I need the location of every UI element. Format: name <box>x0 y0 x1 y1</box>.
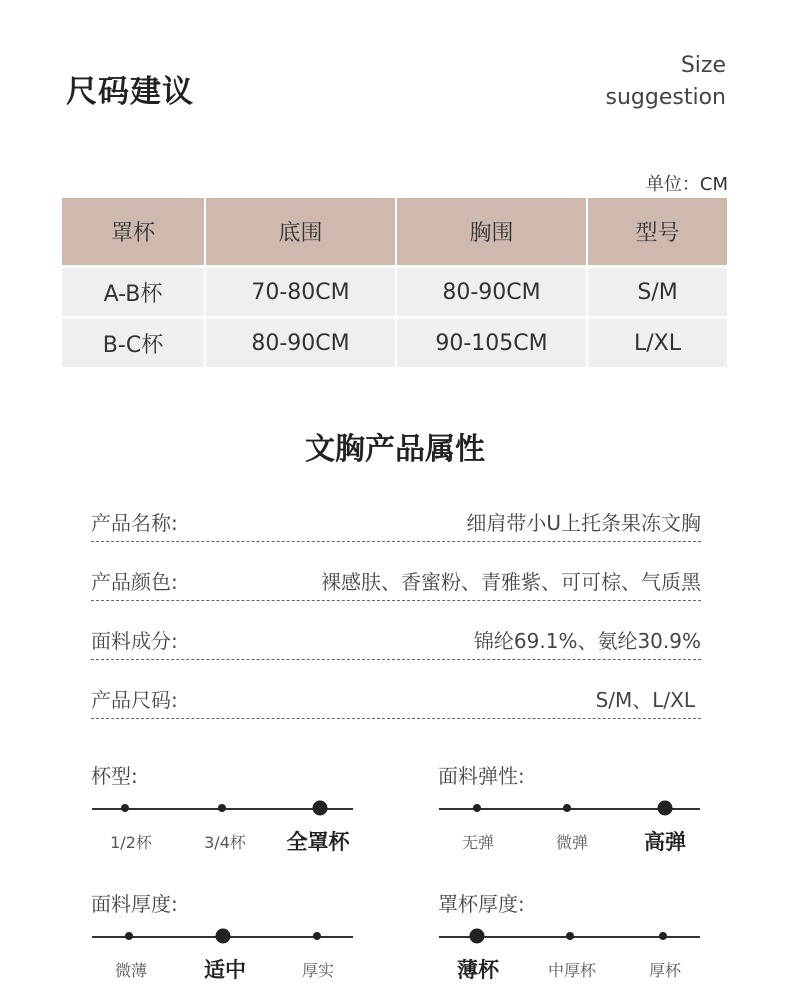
attr-label: 产品尺码: <box>91 688 178 712</box>
attr-value: 裸感肤、香蜜粉、青雅紫、可可棕、气质黑 <box>321 570 701 594</box>
table-cell: 90-105CM <box>396 318 587 368</box>
header-bust: 胸围 <box>396 198 587 267</box>
table-cell: A-B杯 <box>62 267 205 318</box>
thickness-label: 面料厚度: <box>91 892 178 916</box>
attr-value: 锦纶69.1%、氨纶30.9% <box>473 629 701 653</box>
attr-value: 细肩带小U上托条果冻文胸 <box>466 511 701 535</box>
page-title: 尺码建议 <box>66 74 194 110</box>
elasticity-dot-selected <box>658 801 673 816</box>
attr-value: S/M、L/XL <box>595 688 695 712</box>
cup-type-dot-selected <box>313 801 328 816</box>
thickness-option-selected: 适中 <box>204 958 246 982</box>
table-row <box>62 318 727 368</box>
table-cell: 80-90CM <box>205 318 396 368</box>
elasticity-dot-2 <box>563 804 571 812</box>
elasticity-option: 微弹 <box>555 833 589 852</box>
header-underbust: 底围 <box>205 198 396 267</box>
size-table <box>62 198 727 367</box>
subtitle-line-2: suggestion <box>605 85 726 110</box>
attr-row-name <box>91 507 701 542</box>
cup-type-dot-1 <box>121 804 129 812</box>
header-cup: 罩杯 <box>62 198 205 267</box>
subtitle-line-1: Size <box>680 53 726 78</box>
page-subtitle-en <box>606 50 726 114</box>
cup-thickness-dot-selected <box>470 929 485 944</box>
attr-label: 产品颜色: <box>91 570 178 594</box>
cup-type-option-selected: 全罩杯 <box>286 830 350 854</box>
attr-row-fabric <box>91 625 701 660</box>
cup-type-dot-2 <box>218 804 226 812</box>
section-title: 文胸产品属性 <box>305 432 485 467</box>
cup-thickness-dot-3 <box>659 932 667 940</box>
table-cell: B-C杯 <box>62 318 205 368</box>
thickness-dot-1 <box>125 932 133 940</box>
attr-label: 面料成分: <box>91 629 178 653</box>
attr-label: 产品名称: <box>91 511 178 535</box>
thickness-dot-3 <box>313 932 321 940</box>
header-size: 型号 <box>587 198 727 267</box>
attr-row-size <box>91 684 701 719</box>
attr-row-color <box>91 566 701 601</box>
thickness-option: 厚实 <box>301 961 335 980</box>
cup-type-option: 1/2杯 <box>110 833 152 852</box>
cup-type-label: 杯型: <box>91 764 138 788</box>
table-cell: L/XL <box>587 318 727 368</box>
table-cell: 80-90CM <box>396 267 587 318</box>
table-header-row <box>62 198 727 267</box>
table-cell: 70-80CM <box>205 267 396 318</box>
cup-thickness-dot-2 <box>566 932 574 940</box>
elasticity-option: 无弹 <box>461 833 495 852</box>
cup-type-option: 3/4杯 <box>204 833 246 852</box>
table-row <box>62 267 727 318</box>
cup-thickness-option-selected: 薄杯 <box>457 958 499 982</box>
elasticity-dot-1 <box>473 804 481 812</box>
thickness-dot-selected <box>216 929 231 944</box>
cup-thickness-option: 厚杯 <box>648 961 682 980</box>
cup-thickness-option: 中厚杯 <box>547 961 597 980</box>
table-cell: S/M <box>587 267 727 318</box>
cup-thickness-label: 罩杯厚度: <box>438 892 525 916</box>
thickness-option: 微薄 <box>114 961 148 980</box>
elasticity-label: 面料弹性: <box>438 764 525 788</box>
elasticity-option-selected: 高弹 <box>644 830 686 854</box>
unit-label: 单位：CM <box>645 174 728 195</box>
